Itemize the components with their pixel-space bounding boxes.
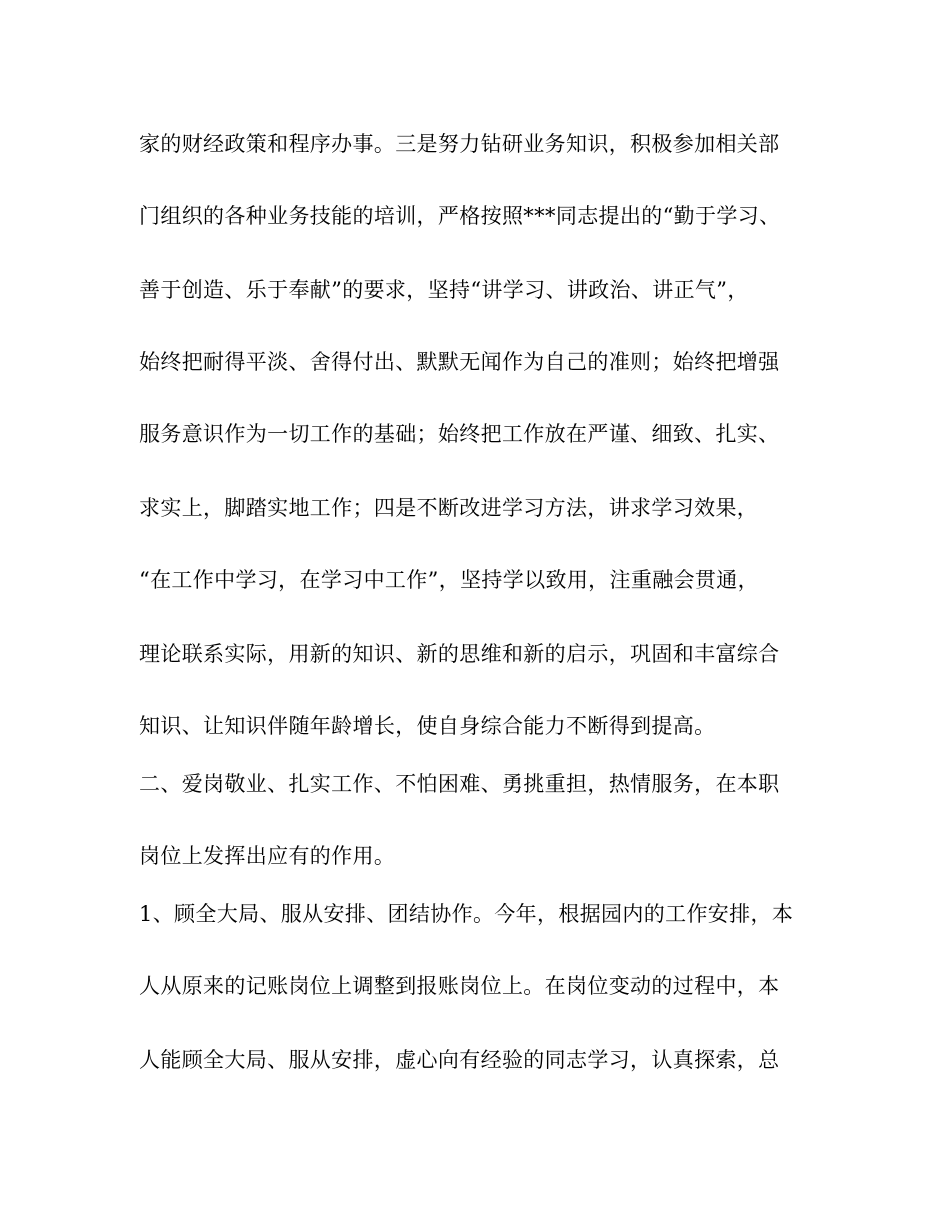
section-heading-line-1: 二、爱岗敬业、扎实工作、不怕困难、勇挑重担，热情服务，在本职 [139,772,780,796]
text-line-3: 善于创造、乐于奉献”的要求，坚持“讲学习、讲政治、讲正气”， [139,278,749,302]
text-line-8: 理论联系实际，用新的知识、新的思维和新的启示，巩固和丰富综合 [139,642,780,666]
text-line-5: 服务意识作为一切工作的基础；始终把工作放在严谨、细致、扎实、 [139,422,780,446]
text-line-13: 人从原来的记账岗位上调整到报账岗位上。在岗位变动的过程中，本 [139,974,780,998]
text-line-14: 人能顾全大局、服从安排，虚心向有经验的同志学习，认真探索，总 [139,1048,780,1072]
text-line-2: 门组织的各种业务技能的培训，严格按照***同志提出的“勤于学习、 [139,204,781,228]
text-line-6: 求实上，脚踏实地工作；四是不断改进学习方法，讲求学习效果， [139,496,759,520]
text-line-4: 始终把耐得平淡、舍得付出、默默无闻作为自己的准则；始终把增强 [139,350,780,374]
text-line-1: 家的财经政策和程序办事。三是努力钻研业务知识，积极参加相关部 [139,132,780,156]
text-line-12: 1、顾全大局、服从安排、团结协作。今年，根据园内的工作安排，本 [139,902,794,926]
text-line-7: “在工作中学习，在学习中工作”，坚持学以致用，注重融会贯通， [139,568,759,592]
section-heading-line-2: 岗位上发挥出应有的作用。 [139,844,396,868]
text-line-9: 知识、让知识伴随年龄增长，使自身综合能力不断得到提高。 [139,714,716,738]
